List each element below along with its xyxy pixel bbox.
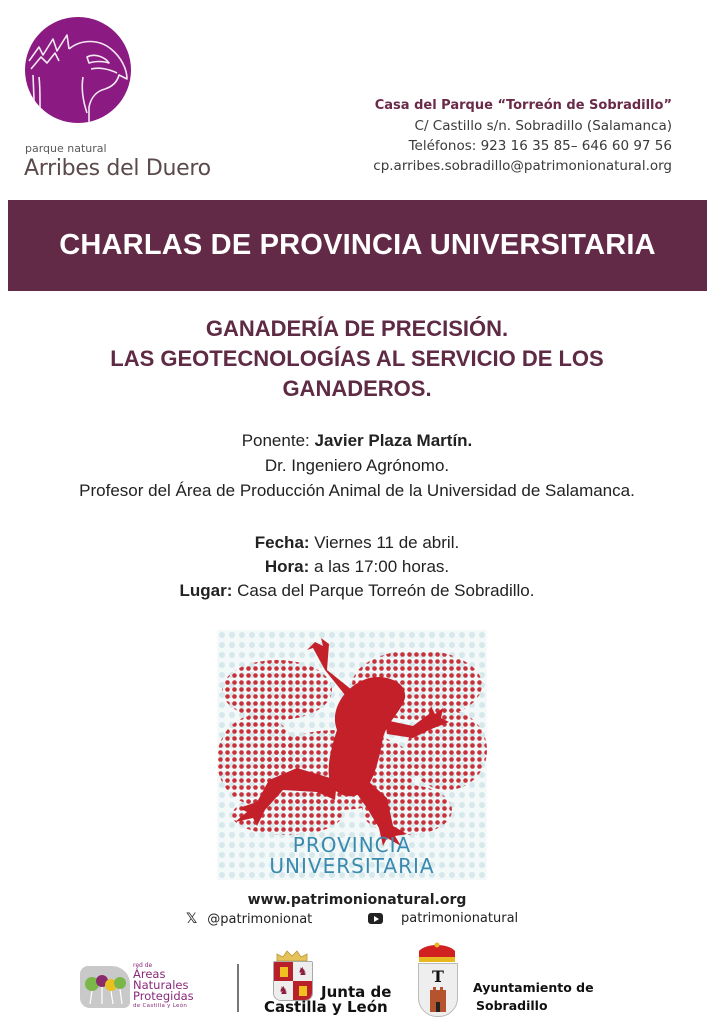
talk-title-line3: GANADEROS. <box>282 376 432 401</box>
x-icon: 𝕏 <box>186 911 198 927</box>
time-label: Hora: <box>264 557 310 576</box>
park-logo <box>24 16 224 186</box>
contact-email[interactable]: cp.arribes.sobradillo@patrimonionatural.org <box>373 158 672 174</box>
event-details <box>0 531 714 603</box>
talk-title <box>0 314 714 404</box>
vulture-emblem <box>25 17 131 123</box>
place-value: Casa del Parque Torreón de Sobradillo. <box>237 581 535 600</box>
band-title: CHARLAS DE PROVINCIA UNIVERSITARIA <box>59 229 656 261</box>
speaker-line <box>0 428 714 453</box>
junta-castilla-leon-logo: ♞ ♞ Junta de Castilla y León <box>264 948 399 1018</box>
youtube-icon <box>368 913 383 924</box>
castilla-leon-shield-icon: ♞ ♞ <box>273 961 313 1001</box>
ayuntamiento-sobradillo-logo <box>416 941 616 1021</box>
svg-text:UNIVERSITARIA: UNIVERSITARIA <box>269 854 435 878</box>
talk-title-line1: GANADERÍA DE PRECISIÓN. <box>205 316 509 341</box>
areas-naturales-protegidas-logo <box>80 962 215 1017</box>
griffon-vulture-icon <box>25 17 131 123</box>
trees-icon <box>80 966 130 1008</box>
x-handle: @patrimonionat <box>207 911 313 927</box>
park-name: Arribes del Duero <box>24 156 211 181</box>
date-value: Viernes 11 de abril. <box>314 533 460 552</box>
logo-divider <box>237 964 239 1012</box>
social-links <box>186 911 546 931</box>
svg-text:PROVINCIA: PROVINCIA <box>292 833 412 857</box>
talk-title-line2: LAS GEOTECNOLOGÍAS AL SERVICIO DE LOS <box>110 346 604 371</box>
provincia-universitaria-image <box>217 630 487 880</box>
time-value: a las 17:00 horas. <box>313 557 450 576</box>
event-place <box>0 579 714 603</box>
frog-icon <box>217 630 487 880</box>
event-date <box>0 531 714 555</box>
speaker-degree: Dr. Ingeniero Agrónomo. <box>264 456 450 475</box>
contact-address: C/ Castillo s/n. Sobradillo (Salamanca) <box>414 118 672 134</box>
crown-icon <box>416 941 458 963</box>
svg-text:T: T <box>432 967 444 986</box>
anp-text: red de Áreas Naturales Protegidas de Castilla y León <box>133 962 194 1009</box>
contact-phones: Teléfonos: 923 16 35 85– 646 60 97 56 <box>408 138 672 154</box>
ayuntamiento-text: Ayuntamiento de Sobradillo <box>473 980 594 1013</box>
youtube-channel: patrimonionatural <box>401 911 519 926</box>
place-label: Lugar: <box>179 581 233 600</box>
sobradillo-shield-icon <box>418 963 458 1017</box>
contact-block <box>373 96 672 176</box>
speaker-info <box>0 428 714 503</box>
website-link[interactable]: www.patrimonionatural.org <box>247 892 467 908</box>
contact-title: Casa del Parque “Torreón de Sobradillo” <box>374 98 672 113</box>
speaker-name: Javier Plaza Martín. <box>314 431 473 450</box>
x-link[interactable] <box>186 911 312 927</box>
speaker-position: Profesor del Área de Producción Animal de la Universidad de Salamanca. <box>79 481 635 500</box>
crown-icon <box>275 948 309 962</box>
speaker-label: Ponente: <box>241 431 310 450</box>
youtube-link[interactable] <box>368 911 518 926</box>
event-time <box>0 555 714 579</box>
park-subtitle: parque natural <box>25 142 107 155</box>
date-label: Fecha: <box>254 533 310 552</box>
title-band <box>8 200 707 291</box>
